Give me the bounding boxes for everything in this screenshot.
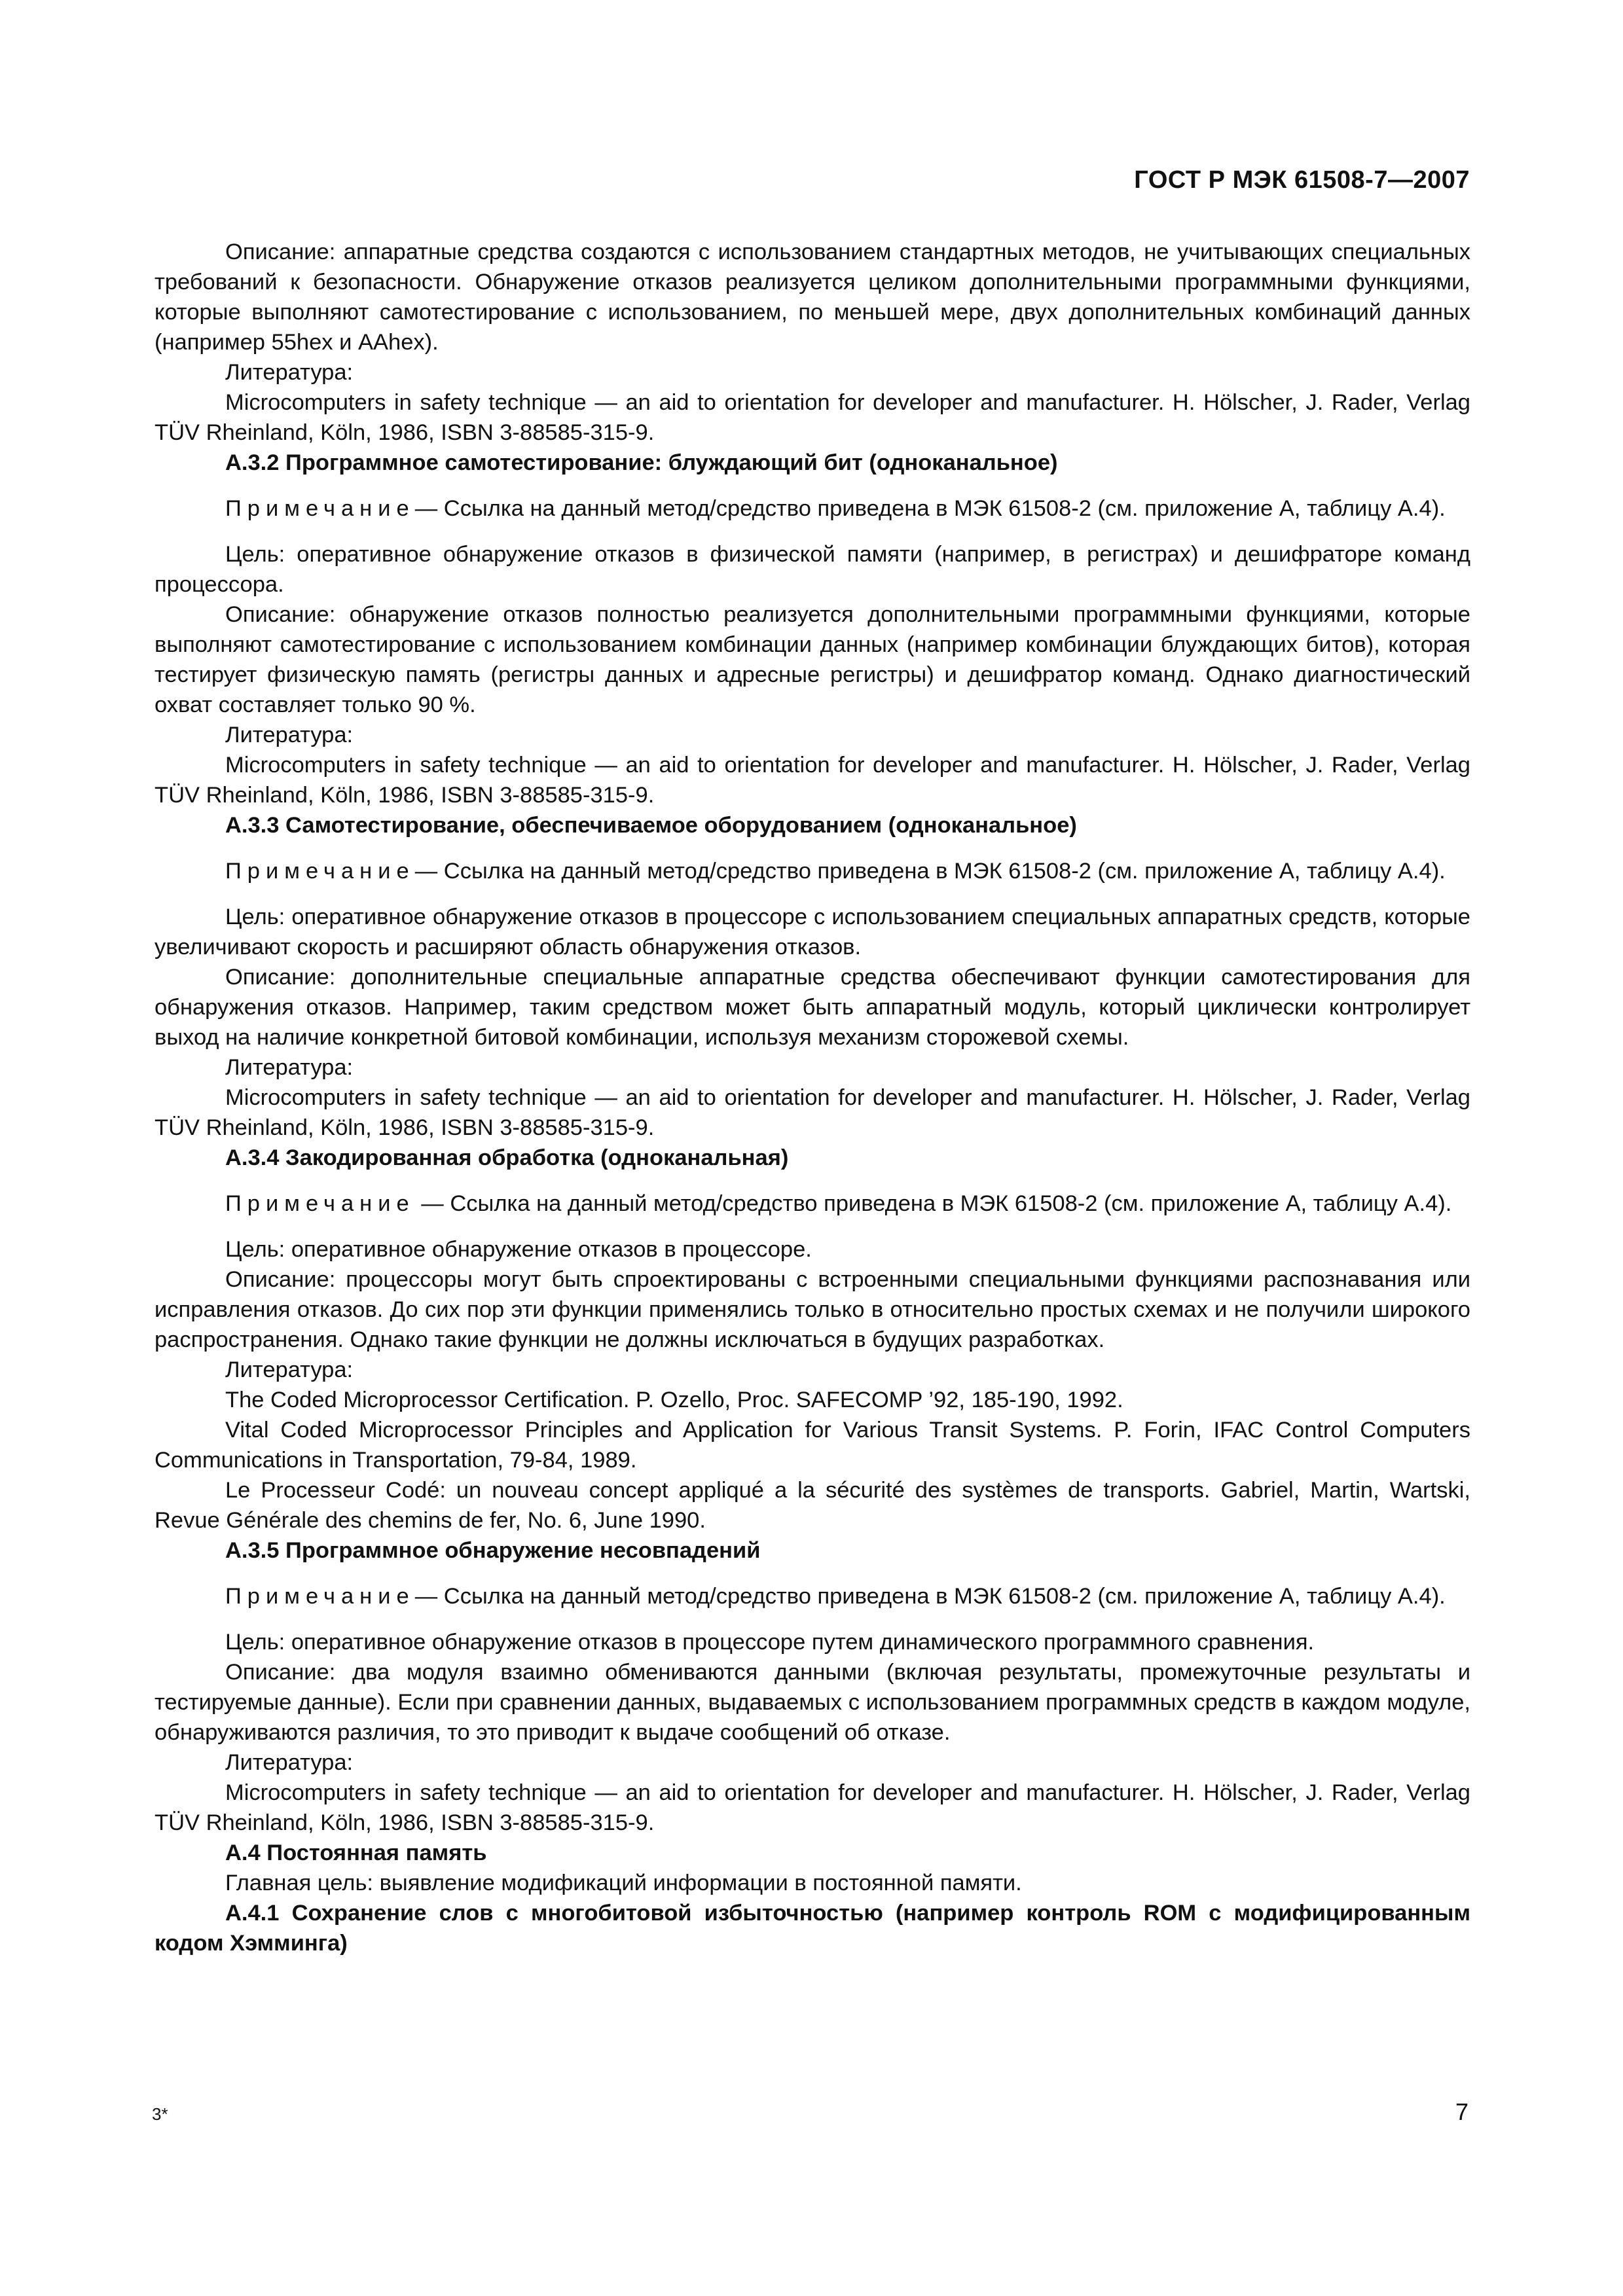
section-a35-reference: Microcomputers in safety technique — an aid to orientation for developer and manufacturer. H. Hölscher, J. Rader, Verlag TÜV Rheinland, Köln, 1986, ISBN 3-88585-315-9. (155, 1780, 1470, 1835)
section-a32-goal: Цель: оперативное обнаружение отказов в физической памяти (например, в регистрах) и дешифраторе команд процессора. (155, 542, 1470, 597)
note-label: Примечание (225, 1584, 415, 1609)
note-text: — Ссылка на данный метод/средство приведена в МЭК 61508-2 (см. приложение А, таблицу А.4). (414, 1584, 1446, 1609)
section-a32-heading: А.3.2 Программное самотестирование: блуждающий бит (одноканальное) (225, 450, 1058, 475)
section-a35-description: Описание: два модуля взаимно обмениваются данными (включая результаты, промежуточные результаты и тестируемые данные). Если при сравнении данных, выдаваемых с использованием программных средств в каждом модуле, обнаруживаются различия, то это приводит к выдаче сообщений об отказе. (155, 1660, 1470, 1745)
section-a4-goal: Главная цель: выявление модификаций информации в постоянной памяти. (225, 1871, 1022, 1895)
footer-sheet-mark: 3* (152, 2104, 168, 2124)
section-a33-reference: Microcomputers in safety technique — an aid to orientation for developer and manufacturer. H. Hölscher, J. Rader, Verlag TÜV Rheinland, Köln, 1986, ISBN 3-88585-315-9. (155, 1085, 1470, 1140)
note-label: Примечание (225, 859, 415, 884)
page-number: 7 (1455, 2098, 1468, 2125)
section-a34-literature-label: Литература: (225, 1357, 354, 1382)
section-a32-note (155, 493, 1470, 524)
section-a34-note (155, 1189, 1470, 1219)
section-a41-heading: А.4.1 Сохранение слов с многобитовой избыточностью (например контроль ROM с модифицированным кодом Хэмминга) (155, 1901, 1470, 1956)
main-text (155, 237, 1470, 1958)
section-a34-goal: Цель: оперативное обнаружение отказов в процессоре. (225, 1237, 812, 1262)
section-a33-goal: Цель: оперативное обнаружение отказов в процессоре с использованием специальных аппаратных средств, которые увеличивают скорость и расширяют область обнаружения отказов. (155, 905, 1470, 960)
section-a33-heading: А.3.3 Самотестирование, обеспечиваемое оборудованием (одноканальное) (225, 813, 1077, 838)
section-a34-reference-3: Le Processeur Codé: un nouveau concept appliqué a la sécurité des systèmes de transports. Gabriel, Martin, Wartski, Revue Générale des chemins de fer, No. 6, June 1990. (155, 1478, 1470, 1533)
standard-header: ГОСТ Р МЭК 61508-7—2007 (1134, 166, 1470, 194)
intro-description: Описание: аппаратные средства создаются с использованием стандартных методов, не учитывающих специальных требований к безопасности. Обнаружение отказов реализуется целиком дополнительными программными функциями, которые выполняют самотестирование с использованием, по меньшей мере, двух дополнительных комбинаций данных (например 55hex и AAhex). (155, 240, 1470, 355)
note-label: Примечание (225, 1191, 415, 1216)
section-a34-reference-1: The Coded Microprocessor Certification. P. Ozello, Proc. SAFECOMP ’92, 185-190, 1992. (225, 1388, 1123, 1412)
section-a33-description: Описание: дополнительные специальные аппаратные средства обеспечивают функции самотестирования для обнаружения отказов. Например, таким средством может быть аппаратный модуль, который циклически контролирует выход на наличие конкретной битовой комбинации, используя механизм сторожевой схемы. (155, 965, 1470, 1050)
section-a34-reference-2: Vital Coded Microprocessor Principles and Application for Various Transit Systems. P. Forin, IFAC Control Computers Communications in Transportation, 79-84, 1989. (155, 1418, 1470, 1473)
section-a33-literature-label: Литература: (225, 1055, 354, 1080)
section-a32-literature-label: Литература: (225, 723, 354, 747)
section-a34-description: Описание: процессоры могут быть спроектированы с встроенными специальными функциями распознавания или исправления отказов. До сих пор эти функции применялись только в относительно простых схемах и не получили широкого распространения. Однако такие функции не должны исключаться в будущих разработках. (155, 1267, 1470, 1352)
note-label: Примечание (225, 496, 415, 521)
section-a35-note (155, 1581, 1470, 1611)
note-text: — Ссылка на данный метод/средство приведена в МЭК 61508-2 (см. приложение А, таблицу А.4). (414, 496, 1446, 521)
intro-reference: Microcomputers in safety technique — an aid to orientation for developer and manufacturer. H. Hölscher, J. Rader, Verlag TÜV Rheinland, Köln, 1986, ISBN 3-88585-315-9. (155, 390, 1470, 445)
section-a32-description: Описание: обнаружение отказов полностью реализуется дополнительными программными функциями, которые выполняют самотестирование с использованием комбинации данных (например комбинации блуждающих битов), которая тестирует физическую память (регистры данных и адресные регистры) и дешифратор команд. Однако диагностический охват составляет только 90 %. (155, 602, 1470, 717)
section-a35-heading: А.3.5 Программное обнаружение несовпадений (225, 1538, 761, 1563)
section-a34-heading: А.3.4 Закодированная обработка (одноканальная) (225, 1145, 789, 1170)
section-a4-heading: А.4 Постоянная память (225, 1840, 487, 1865)
section-a33-note (155, 856, 1470, 886)
intro-literature-label: Литература: (225, 360, 354, 385)
section-a32-reference: Microcomputers in safety technique — an aid to orientation for developer and manufacturer. H. Hölscher, J. Rader, Verlag TÜV Rheinland, Köln, 1986, ISBN 3-88585-315-9. (155, 753, 1470, 808)
section-a35-goal: Цель: оперативное обнаружение отказов в процессоре путем динамического программного сравнения. (225, 1630, 1315, 1655)
section-a35-literature-label: Литература: (225, 1750, 354, 1775)
note-text: — Ссылка на данный метод/средство приведена в МЭК 61508-2 (см. приложение А, таблицу А.4). (414, 1191, 1452, 1216)
note-text: — Ссылка на данный метод/средство приведена в МЭК 61508-2 (см. приложение А, таблицу А.4). (414, 859, 1446, 884)
